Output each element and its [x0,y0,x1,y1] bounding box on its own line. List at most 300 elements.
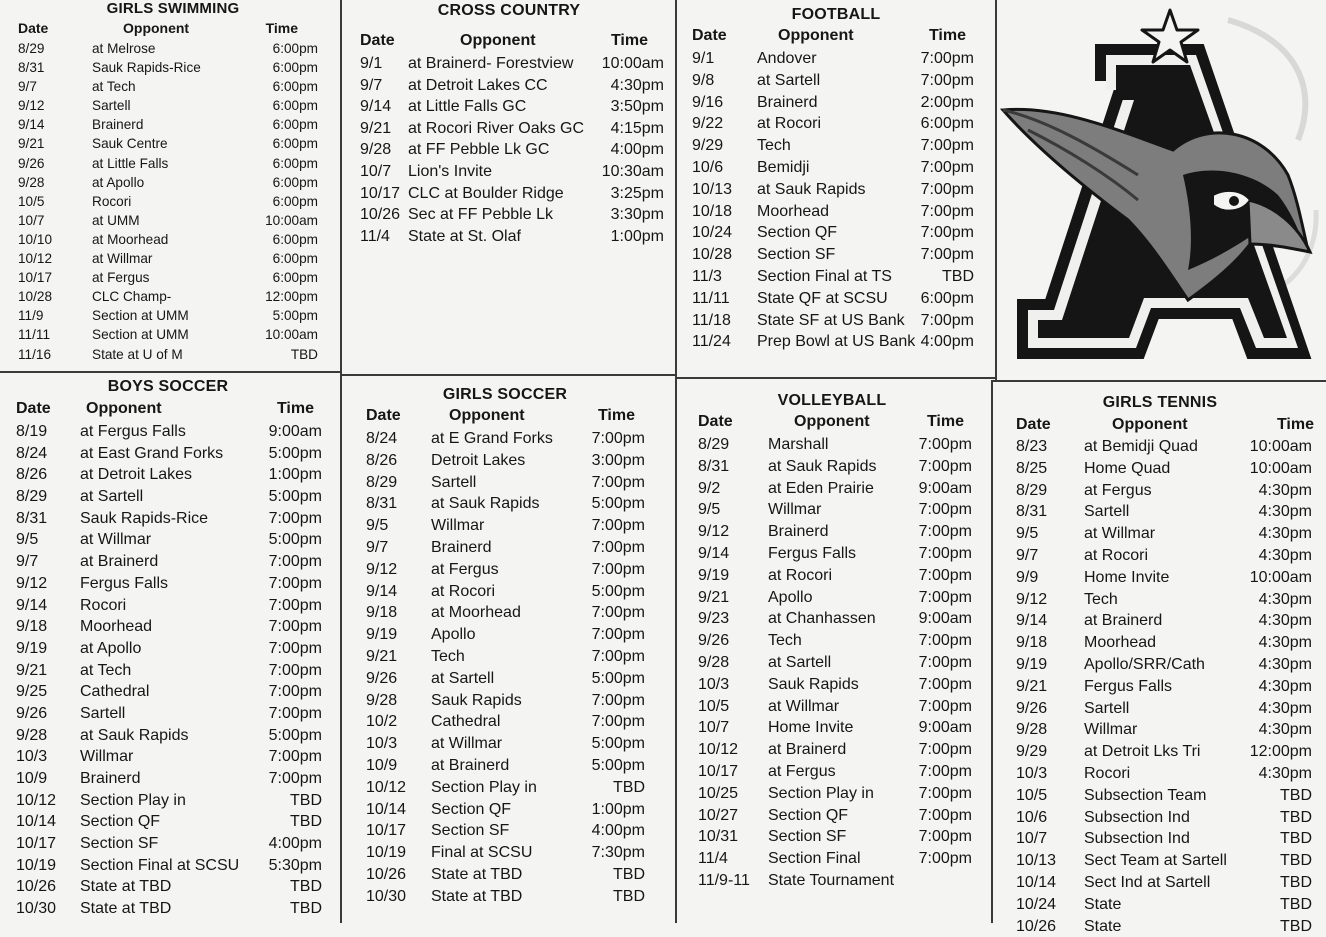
opponent-cell: Apollo [768,588,813,606]
opponent-cell: at Rocori [768,566,833,584]
schedule-row [994,523,1326,545]
schedule-rows [8,39,338,364]
schedule-row [8,230,338,249]
opponent-header: Opponent [86,400,162,417]
time-cell: TBD [613,865,645,883]
opponent-cell: at Sartell [80,488,144,506]
schedule-row [678,92,994,114]
schedule-row [994,916,1326,937]
schedule-row [994,610,1326,632]
opponent-cell: Section Final at TS [757,267,892,285]
time-cell: 4:30pm [1258,481,1312,499]
opponent-cell: at Brainerd [80,553,159,571]
opponent-cell: Tech [768,632,802,650]
time-cell: 1:00pm [610,227,664,245]
opponent-cell: Apollo/SRR/Cath [1084,655,1205,673]
schedule-row [994,589,1326,611]
time-cell: TBD [613,887,645,905]
date-header: Date [16,400,51,417]
time-cell: 6:00pm [272,98,318,114]
schedule-row [341,799,669,821]
time-cell: 7:00pm [268,596,322,614]
time-cell: 7:00pm [918,457,972,475]
date-cell: 8/24 [16,444,48,462]
schedule-row [994,545,1326,567]
column-headers [341,407,669,427]
date-cell: 10/19 [16,856,57,874]
time-cell: TBD [1280,895,1312,913]
opponent-cell: at Rocori [431,582,496,600]
date-cell: 8/24 [366,430,398,447]
schedule-row [994,480,1326,502]
time-cell: 7:00pm [591,473,645,491]
schedule-row [0,421,336,443]
schedule-row [674,630,990,652]
opponent-cell: Sauk Rapids-Rice [92,60,201,76]
opponent-cell: at Sauk Rapids [80,726,189,744]
time-cell: 10:00am [1249,438,1312,455]
schedule-row [0,790,336,812]
time-cell: 7:00pm [918,523,972,541]
schedule-row [994,850,1326,872]
opponent-cell: at Sartell [757,71,821,89]
schedule-rows [994,436,1326,937]
schedule-row [994,632,1326,654]
time-cell: 5:30pm [268,856,322,874]
time-header: Time [265,20,298,36]
date-cell: 9/28 [360,141,392,159]
date-cell: 9/14 [16,596,48,614]
opponent-cell: Rocori [92,193,132,209]
date-cell: 9/7 [360,76,383,94]
date-cell: 10/10 [18,231,53,247]
date-cell: 10/13 [692,180,733,198]
time-cell: 6:00pm [920,289,974,307]
schedule-row [994,698,1326,720]
schedule-row [8,345,338,364]
time-cell: TBD [290,900,322,918]
schedule-row [674,652,990,674]
schedule-row [341,559,669,581]
schedule-row [8,96,338,115]
date-cell: 9/18 [366,604,398,622]
time-cell: 7:00pm [591,713,645,731]
schedule-row [8,115,338,134]
time-cell: 7:00pm [918,501,972,519]
schedule-row [0,725,336,747]
date-cell: 9/5 [1016,525,1039,543]
time-cell: TBD [942,267,974,285]
date-cell: 9/7 [18,79,37,95]
date-cell: 9/23 [698,610,730,628]
schedule-row [994,763,1326,785]
date-cell: 10/14 [16,813,57,831]
schedule-row [678,157,994,179]
time-header: Time [926,413,964,430]
date-cell: 10/26 [366,865,407,883]
time-cell: 4:30pm [1258,590,1312,608]
date-cell: 10/28 [18,289,53,305]
opponent-cell: at Little Falls GC [408,98,527,116]
date-cell: 9/26 [1016,699,1048,717]
opponent-cell: CLC Champ- [92,289,172,305]
opponent-cell: Section QF [768,806,849,824]
opponent-cell: Sauk Rapids [768,675,859,693]
time-header: Time [610,32,648,49]
schedule-girls-soccer [341,378,669,923]
schedule-row [674,456,990,478]
schedule-row [341,733,669,755]
opponent-cell: Sect Team at Sartell [1084,852,1227,870]
date-cell: 10/2 [366,713,398,731]
date-cell: 9/26 [16,704,48,722]
date-cell: 9/12 [18,98,45,114]
schedule-row [8,268,338,287]
schedule-row [674,565,990,587]
schedule-row [678,70,994,92]
schedule-rows [341,428,669,908]
opponent-cell: Cathedral [80,683,150,701]
schedule-row [674,870,990,892]
time-cell: 7:00pm [918,850,972,868]
opponent-cell: at Detroit Lakes [80,466,193,484]
time-cell: TBD [1280,830,1312,848]
schedule-rows [0,421,336,920]
date-header: Date [698,413,733,430]
schedule-title: BOYS SOCCER [107,378,229,395]
schedule-row [674,826,990,848]
schedule-rows [678,48,994,353]
opponent-cell: Brainerd [80,770,141,787]
time-cell: 7:00pm [918,806,972,824]
time-cell: 7:00pm [920,71,974,89]
time-cell: 7:00pm [920,50,974,67]
date-cell: 10/17 [16,835,57,853]
date-cell: 8/31 [1016,503,1048,521]
schedule-row [0,551,336,573]
opponent-cell: at Willmar [1084,525,1156,543]
date-cell: 10/18 [692,202,733,220]
schedule-row [674,848,990,870]
opponent-cell: Section Final [768,850,861,868]
opponent-cell: Rocori [1084,764,1131,782]
time-cell: 7:00pm [918,697,972,715]
opponent-cell: Brainerd [92,117,144,133]
opponent-cell: at Apollo [92,174,145,190]
schedule-row [8,173,338,192]
date-cell: 9/28 [16,726,48,744]
date-cell: 10/24 [692,224,733,242]
time-cell: 4:30pm [1258,677,1312,695]
date-cell: 9/28 [366,691,398,709]
opponent-cell: at Detroit Lakes CC [408,76,548,94]
opponent-cell: Bemidji [757,158,810,176]
date-cell: 10/6 [692,158,724,176]
column-headers [0,400,336,420]
opponent-cell: at Eden Prairie [768,479,874,497]
time-cell: 4:30pm [1258,655,1312,673]
time-cell: 4:15pm [610,119,664,137]
date-cell: 9/22 [692,115,724,133]
date-cell: 8/29 [698,436,730,453]
opponent-cell: Fergus Falls [768,544,857,562]
opponent-cell: Brainerd [431,538,492,556]
opponent-cell: Home Invite [1084,568,1170,586]
schedule-row [674,761,990,783]
time-cell: 5:00pm [591,495,645,513]
schedule-row [994,719,1326,741]
opponent-header: Opponent [1112,416,1188,433]
schedule-row [674,783,990,805]
schedule-girls-swimming [8,0,338,368]
opponent-header: Opponent [123,20,190,36]
date-cell: 9/26 [698,632,730,650]
date-cell: 9/19 [698,566,730,584]
schedule-row [8,306,338,325]
date-cell: 9/28 [18,174,45,190]
date-cell: 10/26 [16,878,57,896]
time-cell: 7:00pm [918,828,972,846]
time-cell: 7:00pm [918,675,972,693]
opponent-cell: Sauk Rapids [431,691,522,709]
date-cell: 9/14 [366,582,398,600]
schedule-row [8,134,338,153]
date-cell: 9/25 [16,683,48,701]
opponent-cell: State [1084,895,1122,913]
schedule-row [0,616,336,638]
date-cell: 10/14 [1016,873,1057,891]
opponent-cell: Home Quad [1084,459,1171,477]
date-cell: 9/16 [692,93,724,111]
column-headers [678,27,994,47]
opponent-cell: State SF at US Bank [757,311,905,329]
schedule-row [678,179,994,201]
opponent-cell: Willmar [431,517,485,535]
date-cell: 9/2 [698,479,721,497]
schedule-row [8,325,338,344]
schedule-football [678,0,994,372]
time-cell: 6:00pm [272,79,318,95]
opponent-cell: State at St. Olaf [408,227,521,245]
time-cell: 7:00pm [591,538,645,556]
schedule-row [674,499,990,521]
time-cell: 7:00pm [268,704,322,722]
date-cell: 11/9-11 [698,871,750,889]
time-cell: 7:00pm [591,560,645,578]
time-cell: 7:00pm [268,661,322,679]
time-cell: 9:00am [918,479,972,497]
date-cell: 9/1 [360,55,383,72]
date-cell: 8/26 [16,466,48,484]
opponent-cell: Section SF [757,246,836,264]
opponent-cell: Section SF [80,835,159,853]
schedule-row [341,820,669,842]
opponent-cell: Sartell [92,98,131,114]
date-header: Date [692,27,727,44]
schedule-boys-soccer [0,373,336,923]
schedule-row [8,39,338,58]
time-cell: 4:30pm [1258,699,1312,717]
schedule-row [8,211,338,230]
opponent-cell: Sauk Rapids-Rice [80,509,209,527]
schedule-row [674,478,990,500]
time-cell: 7:00pm [591,604,645,622]
date-cell: 11/18 [692,311,731,329]
opponent-cell: State at TBD [80,878,172,896]
time-cell: 7:00pm [918,762,972,780]
opponent-cell: Section Play in [431,778,537,796]
opponent-cell: at Willmar [80,531,152,549]
date-cell: 8/19 [16,423,48,440]
opponent-cell: Section QF [757,224,838,242]
opponent-cell: Tech [757,137,791,155]
opponent-cell: at UMM [92,212,140,228]
opponent-cell: at Fergus [431,560,499,578]
schedule-row [0,746,336,768]
schedule-row [341,668,669,690]
date-cell: 8/31 [18,60,45,76]
schedule-row [674,543,990,565]
time-cell: 7:30pm [591,844,645,862]
time-cell: 7:00pm [920,158,974,176]
date-cell: 9/7 [16,553,39,571]
schedule-row [341,493,669,515]
schedule-row [678,135,994,157]
opponent-cell: Section QF [80,813,161,831]
date-cell: 10/7 [360,162,392,180]
time-cell: 6:00pm [920,115,974,133]
date-cell: 9/12 [1016,590,1048,608]
date-cell: 9/26 [366,669,398,687]
opponent-cell: Section at UMM [92,327,189,343]
time-cell: 7:00pm [918,653,972,671]
date-cell: 10/24 [1016,895,1057,913]
schedule-row [341,428,669,450]
schedule-row [994,807,1326,829]
opponent-cell: at Bemidji Quad [1084,438,1198,455]
schedule-cross-country [344,0,674,368]
time-cell: 7:00pm [920,224,974,242]
opponent-cell: Willmar [1084,721,1138,739]
time-cell: 4:30pm [1258,525,1312,543]
opponent-cell: at Sartell [431,669,495,687]
time-cell: 6:00pm [272,117,318,133]
opponent-cell: Rocori [80,596,127,614]
time-cell: 7:00pm [268,639,322,657]
date-cell: 9/12 [16,574,48,592]
schedule-rows [344,53,674,247]
opponent-cell: Tech [1084,590,1118,608]
opponent-cell: Fergus Falls [80,574,169,592]
column-headers [994,416,1326,436]
opponent-cell: Sartell [431,473,477,491]
date-cell: 10/17 [366,822,407,840]
schedule-title: GIRLS SOCCER [442,386,568,403]
date-cell: 9/29 [692,137,724,155]
date-cell: 9/7 [1016,546,1039,564]
schedule-row [341,842,669,864]
date-cell: 8/31 [698,457,730,475]
schedule-row [341,711,669,733]
opponent-cell: Lion's Invite [408,162,492,180]
opponent-cell: Subsection Ind [1084,808,1190,826]
opponent-cell: at Tech [80,661,132,679]
schedule-row [674,739,990,761]
date-cell: 10/3 [366,735,398,753]
schedule-row [0,876,336,898]
time-cell: 10:00am [601,55,664,72]
time-cell: 6:00pm [272,41,318,56]
opponent-cell: Section Play in [768,784,874,802]
date-header: Date [366,407,401,424]
opponent-cell: at Brainerd- Forestview [408,55,574,72]
date-cell: 10/5 [698,697,730,715]
opponent-cell: Section QF [431,800,512,818]
schedule-row [994,741,1326,763]
opponent-cell: at Willmar [431,735,503,753]
time-cell: 9:00am [918,719,972,737]
schedule-row [341,450,669,472]
time-cell: 7:00pm [918,741,972,759]
time-cell: 4:30pm [610,76,664,94]
schedule-row [341,581,669,603]
schedule-row [341,646,669,668]
opponent-cell: Section at UMM [92,308,189,324]
date-cell: 9/28 [1016,721,1048,739]
schedule-row [8,154,338,173]
date-cell: 10/7 [698,719,730,737]
opponent-cell: at Sartell [768,653,832,671]
time-cell: 7:00pm [591,430,645,447]
schedule-row [341,864,669,886]
date-cell: 9/18 [1016,634,1048,652]
schedule-title: CROSS COUNTRY [437,2,581,19]
date-cell: 9/14 [1016,612,1048,630]
opponent-cell: at Willmar [768,697,840,715]
opponent-cell: Cathedral [431,713,501,731]
date-cell: 9/12 [366,560,398,578]
date-cell: 10/7 [18,212,45,228]
schedule-rows [674,434,990,892]
date-header: Date [18,20,49,36]
date-cell: 9/1 [692,50,715,67]
schedule-row [0,443,336,465]
opponent-cell: at Fergus [92,270,150,286]
opponent-cell: at Rocori River Oaks GC [408,119,585,137]
opponent-cell: at Sauk Rapids [431,495,540,513]
date-cell: 9/26 [18,155,45,171]
opponent-cell: Detroit Lakes [431,451,526,469]
opponent-header: Opponent [460,32,536,49]
time-cell: 1:00pm [591,800,645,818]
schedule-row [341,515,669,537]
schedule-row [994,828,1326,850]
time-cell: 7:00pm [591,517,645,535]
time-cell: 5:00pm [591,669,645,687]
date-cell: 10/12 [16,791,57,809]
date-cell: 10/19 [366,844,407,862]
opponent-header: Opponent [794,413,870,430]
time-cell: 4:00pm [268,835,322,853]
schedule-row [341,886,669,908]
row-divider [340,374,677,376]
schedule-row [674,608,990,630]
opponent-cell: at Fergus Falls [80,423,186,440]
opponent-cell: Subsection Ind [1084,830,1190,848]
time-cell: 7:00pm [268,683,322,701]
schedule-row [0,595,336,617]
time-cell: 5:00pm [268,488,322,506]
